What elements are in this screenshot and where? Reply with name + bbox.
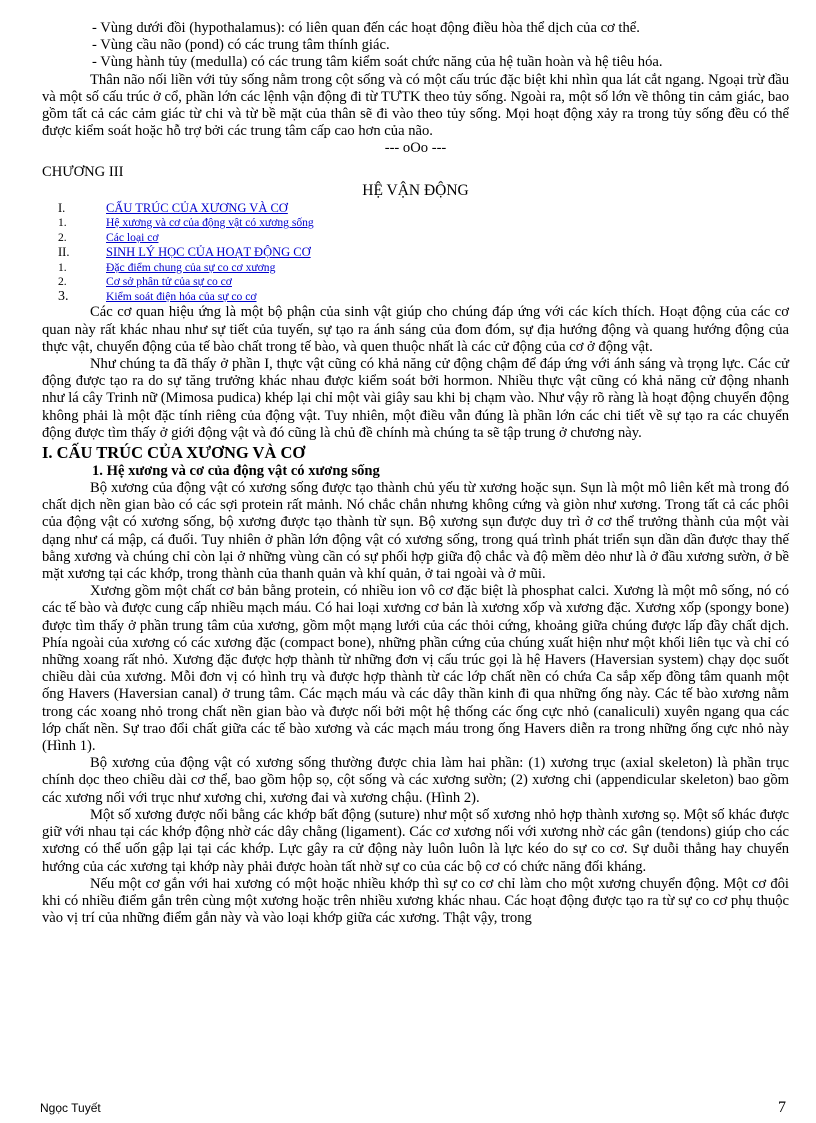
toc-number: 1. <box>58 216 67 230</box>
toc-link[interactable]: Kiểm soát điện hóa của sự co cơ <box>106 289 257 303</box>
toc-number: 3. <box>58 288 69 304</box>
toc-item <box>42 201 789 216</box>
toc-link[interactable]: Cơ sở phân tử của sự co cơ <box>106 275 232 289</box>
toc-item <box>42 290 789 305</box>
toc-item <box>42 245 789 260</box>
bullet-hypothalamus: - Vùng dưới đồi (hypothalamus): có liên quan đến các hoạt động điều hòa thể dịch của cơ thể. <box>92 20 640 36</box>
toc-link[interactable]: Đặc điểm chung của sự co cơ xương <box>106 260 276 274</box>
subsection-heading: 1. Hệ xương và cơ của động vật có xương sống <box>92 463 380 480</box>
bullet-pond: - Vùng cầu não (pond) có các trung tâm thính giác. <box>92 37 390 54</box>
toc-number: I. <box>58 200 66 215</box>
toc-number: 2. <box>58 230 67 244</box>
toc-item <box>42 216 789 231</box>
toc-item <box>42 275 789 290</box>
bullet-medulla: - Vùng hành tủy (medulla) có các trung tâm kiểm soát chức năng của hệ tuần hoàn và hệ tiêu hóa. <box>92 54 663 71</box>
toc-link[interactable]: Các loại cơ <box>106 230 159 244</box>
toc-link[interactable]: CẤU TRÚC CỦA XƯƠNG VÀ CƠ <box>106 200 288 215</box>
section-divider: --- oOo --- <box>384 140 447 157</box>
toc-number: 2. <box>58 275 67 289</box>
document-page <box>42 20 789 927</box>
body-paragraph: Xương gồm một chất cơ bản bằng protein, có nhiều ion vô cơ đặc biệt là phosphat calci. Xương là một mô sống, nó có các tế bào và được cung cấp nhiều mạch máu. Có hai loại xương cơ bản là xương xốp và xương đặc. Xương xốp (spongy bone) được tìm thấy ở phần trung tâm của xương, gồm một mạng lưới của các thỏi cứng, khoảng giữa chúng được lấp đầy chất dịch. Phía ngoài của xương có các xương đặc (compact bone), những phần cứng của chúng xuất hiện như một khối liên tục và chỉ có những xoang rất nhỏ. Xương đặc được hợp thành từ những đơn vị cấu trúc gọi là hệ Havers (Haversian system) chạy dọc suốt chiều dài của xương. Mỗi đơn vị có hình trụ và được hợp thành từ các lớp chất nền có chứa Ca sắp xếp đồng tâm quanh một ống Havers (Haversian canal) ở trung tâm. Các mạch máu và các dây thần kinh đi qua những ống này. Các tế bào xương nằm trong các xoang nhỏ trong chất nền gian bào và được nối bởi một hệ thống các ống cực nhỏ (canaliculi) xuyên ngang qua các lớp chất nền. Sự trao đổi chất giữa các tế bào xương và các mạch máu trong ống Havers diễn ra trong những ống cực nhỏ này (Hình 1). <box>42 583 789 755</box>
toc-item <box>42 231 789 246</box>
toc-link[interactable]: SINH LÝ HỌC CỦA HOẠT ĐỘNG CƠ <box>106 245 311 260</box>
toc-item <box>42 261 789 276</box>
page-number: 7 <box>778 1099 786 1116</box>
body-paragraph: Bộ xương của động vật có xương sống thường được chia làm hai phần: (1) xương trục (axial skeleton) là phần trục chính dọc theo chiều dài cơ thể, bao gồm hộp sọ, cột sống và các xương sườn; (2) xương chi (appendicular skeleton) bao gồm các xương nối với trục như xương chi, xương đai và xương chậu. (Hình 2). <box>42 755 789 806</box>
body-paragraph: Một số xương được nối bằng các khớp bất động (suture) như một số xương nhỏ hợp thành xương sọ. Một số khác được giữ với nhau tại các khớp động nhờ các dây chằng (ligament). Các cơ xương nối với xương nhờ các gân (tendons) giúp cho các xương có thể uốn gập lại tại các khớp. Lực gây ra cử động này luôn luôn là lực kéo do sự co cơ. Sự duỗi thẳng hay chuyển hướng của các xương tại khớp này phải được hoàn tất nhờ sự co của các bộ cơ có chức năng đối kháng. <box>42 806 789 875</box>
toc-number: II. <box>58 245 70 260</box>
body-paragraph: Nếu một cơ gắn với hai xương có một hoặc nhiều khớp thì sự co cơ chỉ làm cho một xương chuyển động. Một cơ đôi khi có nhiều điểm gắn trên cùng một xương hoặc trên nhiều xương khác nhau. Các hoạt động được tạo ra từ sự co cơ phụ thuộc vào vị trí của những điểm gắn này và vào loại khớp giữa các xương. Thật vậy, trong <box>42 875 789 927</box>
section-heading: I. CẤU TRÚC CỦA XƯƠNG VÀ CƠ <box>42 443 306 463</box>
intro-paragraph: Các cơ quan hiệu ứng là một bộ phận của sinh vật giúp cho chúng đáp ứng với các kích thích. Hoạt động của các cơ quan này rất khác nhau như sự tiết của tuyến, sự tạo ra ánh sáng của đom đóm, sự địa hướng động và quang hướng động của thực vật, chuyển động của tế bào chất trong tế bào, và quen thuộc nhất là các cử động của cơ ở động vật. <box>42 304 789 355</box>
chapter-label: CHƯƠNG III <box>42 163 124 180</box>
footer-author: Ngọc Tuyết <box>40 1101 101 1115</box>
table-of-contents <box>42 201 789 305</box>
toc-number: 1. <box>58 260 67 274</box>
intro-paragraph: Như chúng ta đã thấy ở phần I, thực vật cũng có khả năng cử động chậm để đáp ứng với ánh sáng và trọng lực. Các cử động được tạo ra do sự tăng trưởng khác nhau được kiểm soát bởi hormon. Nhiều thực vật cũng có khả năng cử động nhanh như lá cây Trinh nữ (Mimosa pudica) khép lại chỉ một vài giây sau khi bị chạm vào. Như vậy rõ ràng là hoạt động chuyển động không phải là một đặc tính riêng của động vật. Tuy nhiên, một điều vẫn đúng là phần lớn các chi tiết về sự tạo ra các chuyển động được tìm thấy ở giới động vật và đó cũng là chủ đề chính mà chúng ta sẽ tập trung ở chương này. <box>42 356 789 441</box>
toc-link[interactable]: Hệ xương và cơ của động vật có xương sống <box>106 216 314 230</box>
chapter-title: HỆ VẬN ĐỘNG <box>362 181 469 199</box>
body-paragraph: Bộ xương của động vật có xương sống được tạo thành chủ yếu từ xương hoặc sụn. Sụn là một mô liên kết mà trong đó chất dịch nền gian bào có các sợi protein rất mảnh. Nó chắc chắn nhưng không cứng và giòn như xương. Trong tất cả các phôi của động vật có xương sống, bộ xương được tạo thành từ sụn. Bộ xương sụn được duy trì ở cơ thể trưởng thành của một vài dạng như cá mập, cá đuối. Tuy nhiên ở phần lớn động vật có xương sống, trong quá trình phát triển sụn dần dần được thay thế bằng xương và chúng chỉ còn lại ở những vùng cần có sự phối hợp giữa độ chắc và độ mềm dẻo như là ở đầu xương sườn, ở bề mặt xương tại các khớp, trong thành của thanh quản và khí quản, ở tai ngoài và ở mũi. <box>42 480 789 583</box>
paragraph-than-nao: Thân não nối liền với tủy sống nằm trong cột sống và có một cấu trúc đặc biệt khi nhìn qua lát cắt ngang. Ngoại trừ đầu và một số cấu trúc ở cổ, phần lớn các lệnh vận động đi từ TƯTK theo tủy sống. Ngoài ra, một số lớn về thông tin cảm giác, bao gồm tất cả các cảm giác từ chi và từ bề mặt của thân sẽ đi vào theo tủy sống. Mọi hoạt động xảy ra trong tủy sống đều có thể được kiểm soát hoặc hỗ trợ bởi các trung tâm cấp cao hơn của não. <box>42 71 789 140</box>
